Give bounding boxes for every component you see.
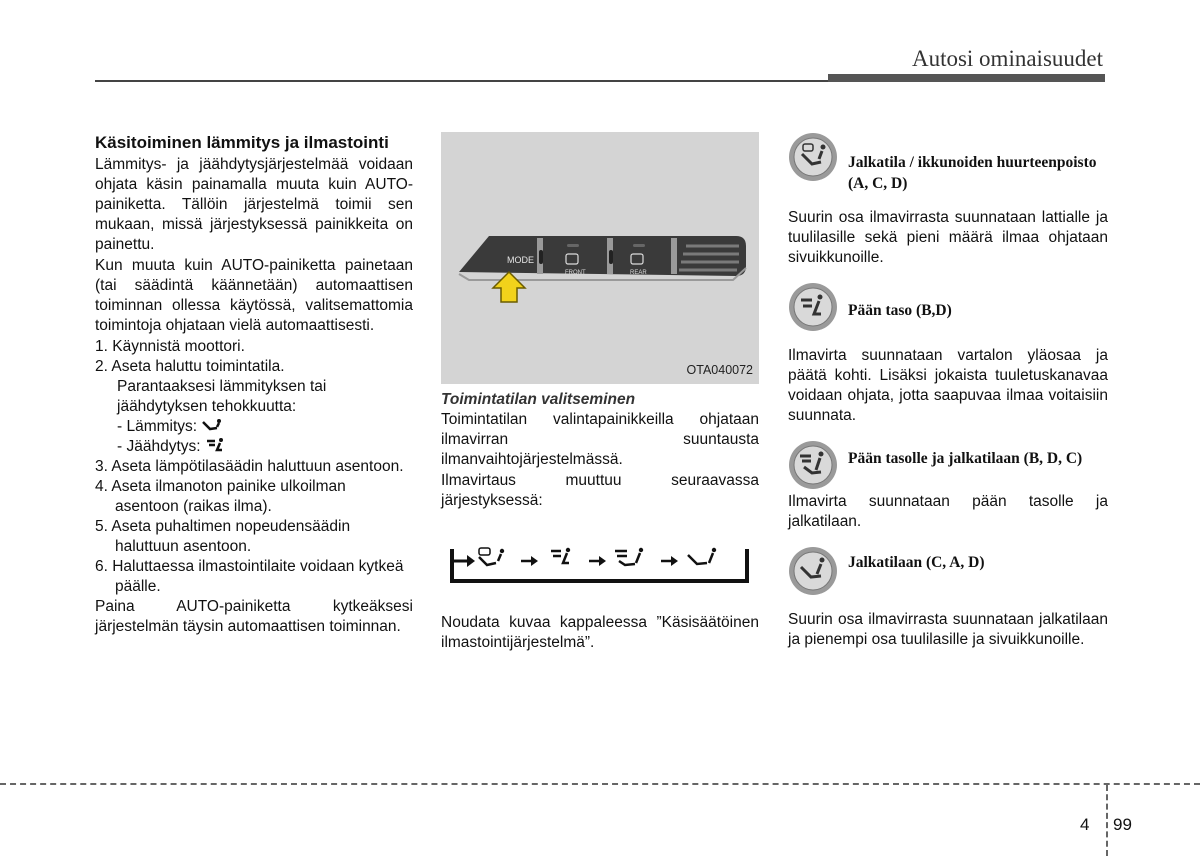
floor-mode-icon bbox=[201, 417, 223, 433]
paragraph: Ilmavirta suunnataan pään tasolle ja jalkatilaan. bbox=[788, 493, 1108, 530]
face-mode-icon bbox=[205, 437, 227, 453]
header-title: Autosi ominaisuudet bbox=[911, 46, 1103, 71]
bilevel-button-icon bbox=[788, 440, 838, 490]
list-item: 1. Käynnistä moottori. bbox=[95, 338, 245, 355]
paragraph: Ilmavirtaus muuttuu seuraavassa järjestyksessä: bbox=[441, 472, 759, 509]
header-rule-thick bbox=[828, 74, 1105, 82]
floor-icon bbox=[688, 548, 716, 564]
list-item: 5. Aseta puhaltimen nopeudensäädin haluttuun asentoon. bbox=[95, 518, 351, 555]
heat-label: - Lämmitys: bbox=[117, 418, 198, 435]
paragraph: Kun muuta kuin AUTO-painiketta painetaan (tai säädintä käännetään) automaattisen toiminnan ollessa käytössä, valitsemattomia toimintoja ohjataan vielä automaattisesti. bbox=[95, 257, 413, 334]
floor-defrost-icon bbox=[479, 548, 504, 565]
mode-label: Pään tasolle ja jalkatilaan (B, D, C) bbox=[848, 450, 1083, 467]
rear-button-label: REAR bbox=[630, 270, 647, 276]
figure-caption: Toimintatilan valitseminen bbox=[441, 391, 636, 408]
section-heading: Käsitoiminen lämmitys ja ilmastointi bbox=[95, 133, 389, 152]
bilevel-icon bbox=[615, 548, 643, 565]
paragraph: Suurin osa ilmavirrasta suunnataan lattialle ja tuulilasille sekä pieni määrä ilmaa ohjataan sivuikkunoille. bbox=[788, 209, 1108, 266]
mode-button-figure bbox=[441, 132, 759, 384]
figure-code: OTA040072 bbox=[686, 363, 753, 377]
list-subtext: Parantaaksesi lämmityksen tai jäähdytyksen tehokkuutta: bbox=[117, 378, 327, 415]
mode-item bbox=[788, 546, 1108, 596]
face-icon bbox=[551, 548, 570, 563]
cool-line bbox=[95, 437, 413, 457]
mode-item bbox=[788, 282, 1108, 332]
list-item: 3. Aseta lämpötilasäädin haluttuun asentoon. bbox=[95, 458, 404, 475]
mode-item bbox=[788, 132, 1108, 194]
floor-defrost-button-icon bbox=[788, 132, 838, 182]
paragraph: Ilmavirta suunnataan vartalon yläosaa ja päätä kohti. Lisäksi jokaista tuuletuskanavaa voidaan ohjata, jotta saapuvaa ilmaa voitaisiin suunnata. bbox=[788, 347, 1108, 424]
paragraph: Paina AUTO-painiketta kytkeäksesi järjestelmän täysin automaattisen toiminnan. bbox=[95, 598, 413, 635]
column-right bbox=[788, 132, 1108, 651]
paragraph: Suurin osa ilmavirrasta suunnataan jalkatilaan ja pienempi osa tuulilasille ja sivuikkunoille. bbox=[788, 611, 1108, 648]
list-item: 4. Aseta ilmanoton painike ulkoilman asentoon (raikas ilma). bbox=[95, 478, 346, 515]
paragraph: Lämmitys- ja jäähdytysjärjestelmää voidaan ohjata käsin painamalla muuta kuin AUTO-painiketta. Tällöin järjestelmä toimii sen mukaan, missä järjestyksessä painikkeita on painettu. bbox=[95, 156, 413, 253]
floor-button-icon bbox=[788, 546, 838, 596]
cool-label: - Jäähdytys: bbox=[117, 438, 201, 455]
column-left bbox=[95, 132, 413, 638]
mode-button-label: MODE bbox=[507, 255, 534, 265]
mode-label: Jalkatilaan (C, A, D) bbox=[848, 554, 985, 571]
chapter-number: 4 bbox=[1080, 815, 1090, 834]
page-number: 99 bbox=[1113, 815, 1132, 834]
paragraph: Toimintatilan valintapainikkeilla ohjataan ilmavirran suuntausta ilmanvaihtojärjestelmässä. bbox=[441, 411, 759, 468]
footer-vertical-divider bbox=[1106, 785, 1108, 856]
heat-line bbox=[95, 417, 413, 437]
mode-label: Pään taso (B,D) bbox=[848, 302, 952, 319]
mode-sequence-diagram bbox=[441, 539, 759, 589]
mode-sequence-svg bbox=[441, 539, 759, 589]
list-item: 2. Aseta haluttu toimintatila. bbox=[95, 358, 285, 375]
paragraph: Noudata kuvaa kappaleessa ”Käsisäätöinen ilmastointijärjestelmä”. bbox=[441, 614, 759, 651]
header-rule bbox=[95, 80, 830, 82]
face-button-icon bbox=[788, 282, 838, 332]
control-panel-illustration bbox=[441, 132, 759, 384]
footer-divider bbox=[0, 783, 1200, 785]
list-item: 6. Haluttaessa ilmastointilaite voidaan kytkeä päälle. bbox=[95, 558, 404, 595]
column-middle bbox=[441, 132, 759, 654]
front-button-label: FRONT bbox=[565, 270, 586, 276]
mode-label: Jalkatila / ikkunoiden huurteenpoisto (A, C, D) bbox=[848, 154, 1097, 192]
mode-item bbox=[788, 440, 1108, 490]
